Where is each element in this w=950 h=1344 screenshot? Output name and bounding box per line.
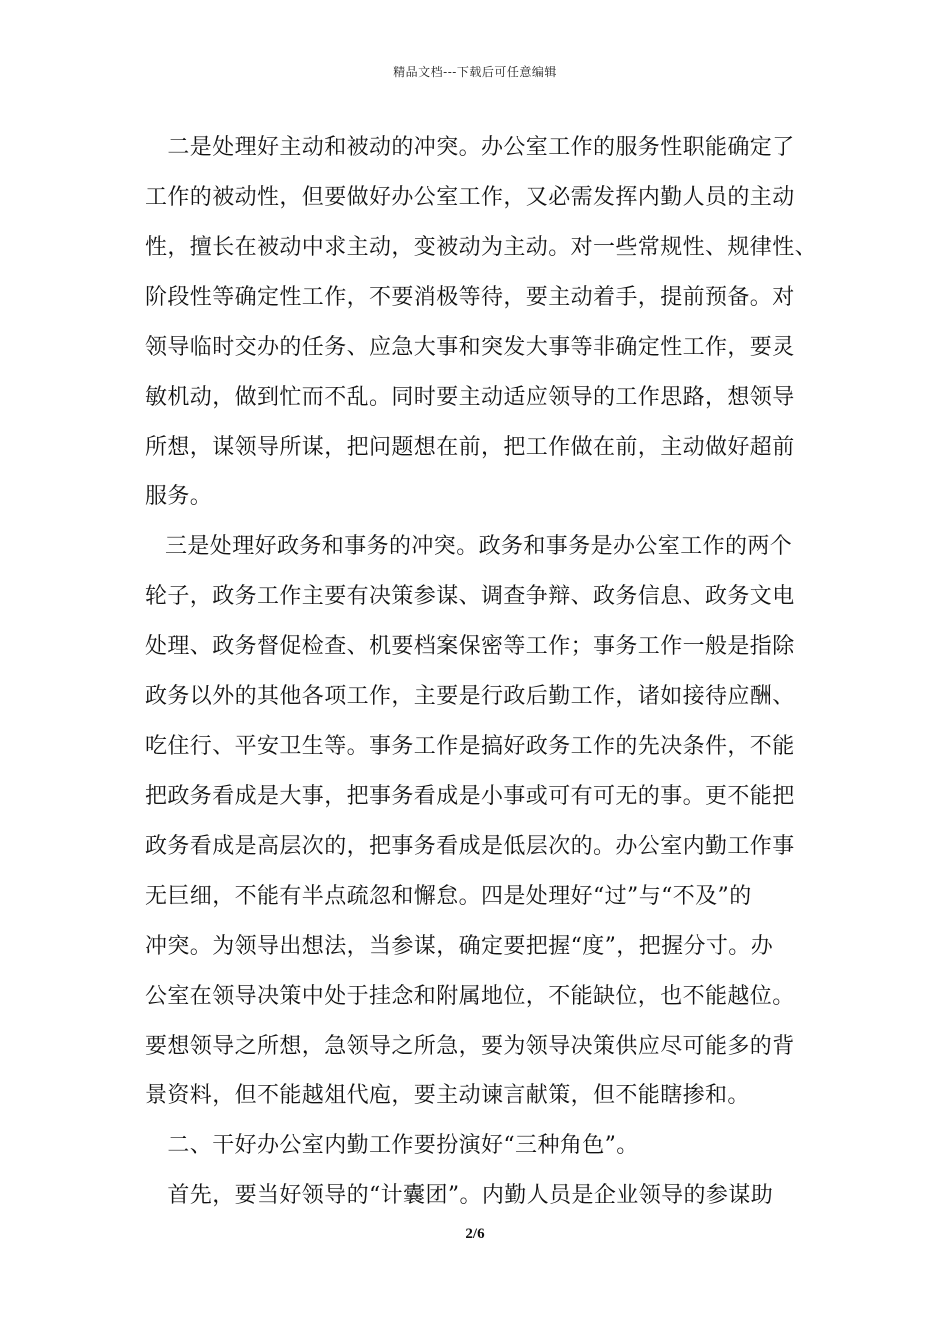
text-line: 敏机动，做到忙而不乱。同时要主动适应领导的工作思路，想领导 — [145, 385, 795, 410]
text-line: 冲突。为领导出想法，当参谋，确定要把握“度”，把握分寸。办 — [145, 934, 774, 959]
text-line: 性，擅长在被动中求主动，变被动为主动。对一些常规性、规律性、 — [145, 235, 818, 260]
page-number: 2/6 — [465, 1226, 485, 1242]
text-line: 二是处理好主动和被动的冲突。办公室工作的服务性职能确定了 — [145, 135, 795, 160]
text-line: 轮子，政务工作主要有决策参谋、调查争辩、政务信息、政务文电 — [145, 584, 795, 609]
text-line: 服务。 — [145, 484, 213, 509]
text-line: 所想，谋领导所谋，把问题想在前，把工作做在前，主动做好超前 — [145, 435, 795, 460]
text-line: 领导临时交办的任务、应急大事和突发大事等非确定性工作，要灵 — [145, 335, 795, 360]
text-line: 无巨细，不能有半点疏忽和懈怠。四是处理好“过”与“不及”的 — [145, 884, 752, 909]
text-line: 处理、政务督促检查、机要档案保密等工作；事务工作一般是指除 — [145, 634, 795, 659]
text-line: 工作的被动性，但要做好办公室工作，又必需发挥内勤人员的主动 — [145, 185, 795, 210]
text-line: 把政务看成是大事，把事务看成是小事或可有可无的事。更不能把 — [145, 784, 795, 809]
text-line: 阶段性等确定性工作，不要消极等待，要主动着手，提前预备。对 — [145, 285, 795, 310]
text-line: 政务以外的其他各项工作，主要是行政后勤工作，诸如接待应酬、 — [145, 684, 795, 709]
text-line: 要想领导之所想，急领导之所急，要为领导决策供应尽可能多的背 — [145, 1034, 795, 1059]
text-line: 三是处理好政务和事务的冲突。政务和事务是办公室工作的两个 — [165, 534, 793, 559]
text-line: 政务看成是高层次的，把事务看成是低层次的。办公室内勤工作事 — [145, 834, 795, 859]
text-line: 首先，要当好领导的“计囊团”。内勤人员是企业领导的参谋助 — [145, 1183, 774, 1208]
text-line: 景资料，但不能越俎代庖，要主动谏言献策，但不能瞎掺和。 — [145, 1083, 750, 1108]
text-line: 公室在领导决策中处于挂念和附属地位，不能缺位，也不能越位。 — [145, 984, 795, 1009]
text-line: 吃住行、平安卫生等。事务工作是搞好政务工作的先决条件，不能 — [145, 734, 795, 759]
section-heading: 二、干好办公室内勤工作要扮演好“三种角色”。 — [145, 1133, 639, 1158]
page-header: 精品文档---下载后可任意编辑 — [393, 65, 557, 79]
